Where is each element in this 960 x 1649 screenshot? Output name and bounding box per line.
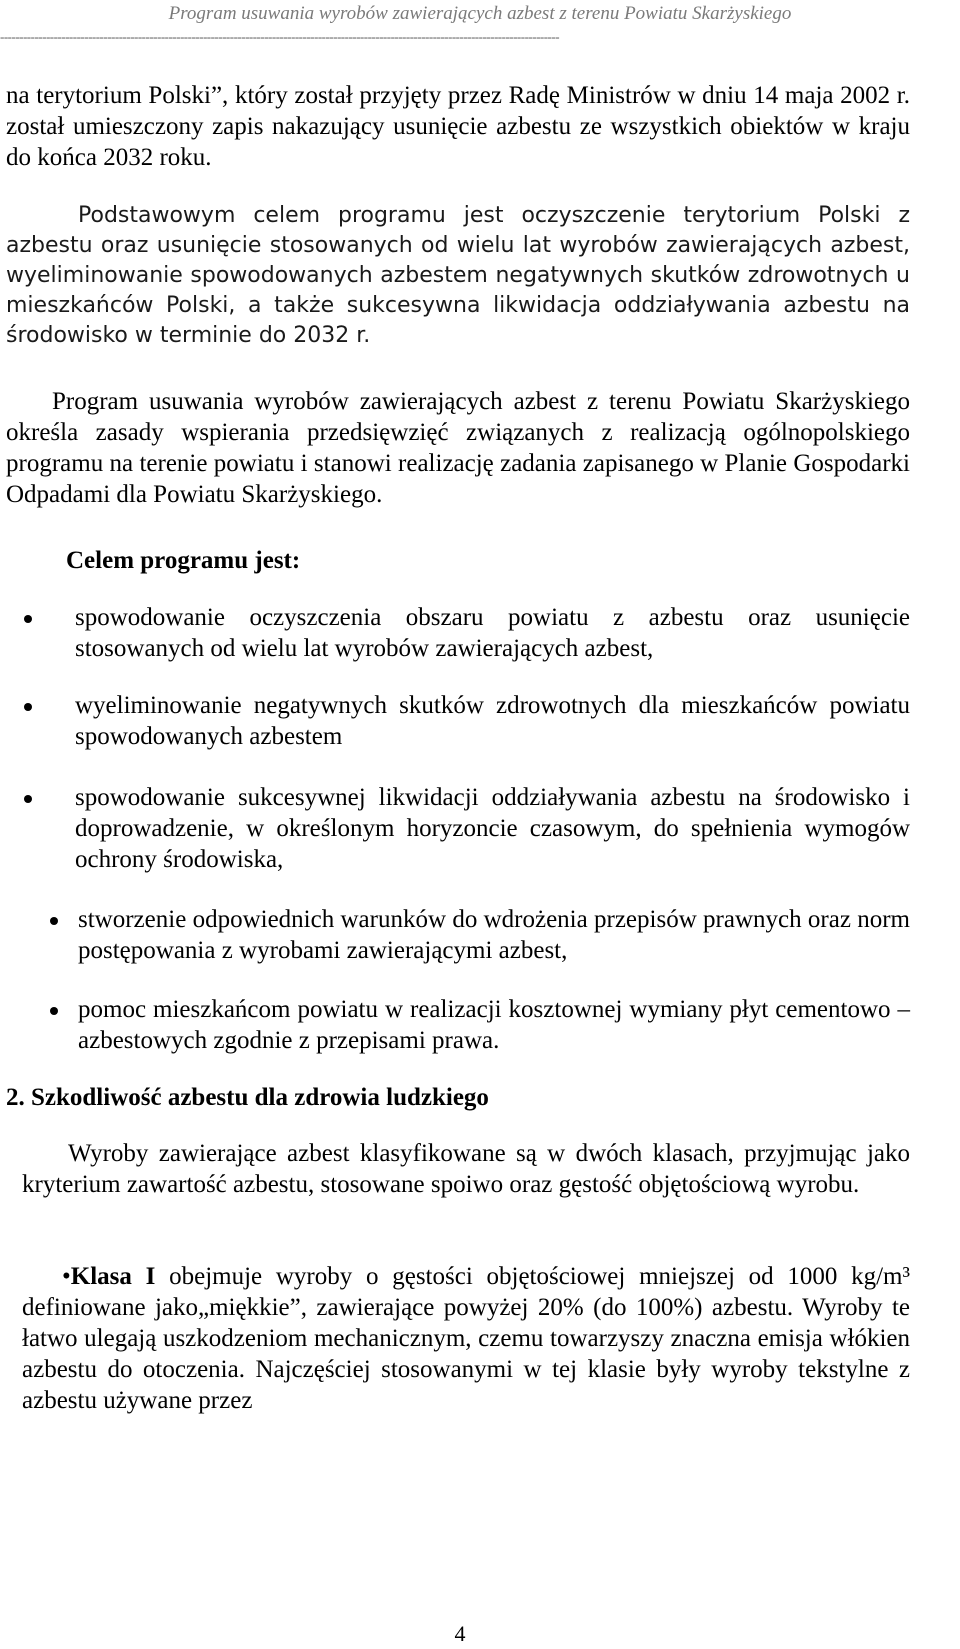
goal-item: wyeliminowanie negatywnych skutków zdrowotnych dla mieszkańców powiatu spowodowanych azbestem: [24, 690, 910, 752]
goal-item: spowodowanie sukcesywnej likwidacji oddziaływania azbestu na środowisko i doprowadzenie, w określonym horyzoncie czasowym, do spełnienia wymogów ochrony środowiska,: [24, 782, 910, 875]
goal-item: stworzenie odpowiednich warunków do wdrożenia przepisów prawnych oraz norm postępowania z wyrobami zawierającymi azbest,: [50, 904, 910, 966]
bullet-icon: [24, 690, 38, 704]
section-heading: 2. Szkodliwość azbestu dla zdrowia ludzkiego: [6, 1084, 489, 1111]
paragraph-class-1: [22, 1261, 910, 1416]
bullet-icon: [24, 782, 38, 796]
bullet-icon: [50, 904, 64, 918]
paragraph-program-goal: Podstawowym celem programu jest oczyszczenie terytorium Polski z azbestu oraz usunięcie stosowanych od wielu lat wyrobów zawierających azbest, wyeliminowanie spowodowanych azbestem negatywnych skutków zdrowotnych u mieszkańców Polski, a także sukcesywna likwidacja oddziaływania azbestu na środowisko w terminie do 2032 r.: [6, 203, 910, 348]
class-1-label: Klasa I: [70, 1263, 156, 1290]
class-bullet: •: [62, 1263, 71, 1290]
goal-item: spowodowanie oczyszczenia obszaru powiatu z azbestu oraz usunięcie stosowanych od wielu lat wyrobów zawierających azbest,: [24, 602, 910, 664]
class-1-description: obejmuje wyroby o gęstości objętościowej mniejszej od 1000 kg/m³ definiowane jako„miękkie”, zawierające powyżej 20% (do 100%) azbestu. Wyroby te łatwo ulegają uszkodzeniom mechanicznym, czemu towarzyszy znaczna emisja włókien azbestu do otoczenia. Najczęściej stosowanymi w tej klasie były wyroby tekstylne z azbestu używane przez: [22, 1263, 910, 1414]
running-header: Program usuwania wyrobów zawierających azbest z terenu Powiatu Skarżyskiego: [168, 3, 792, 24]
bullet-icon: [24, 602, 38, 616]
page-number: 4: [454, 1621, 466, 1646]
goal-item: pomoc mieszkańcom powiatu w realizacji kosztownej wymiany płyt cementowo – azbestowych zgodnie z przepisami prawa.: [50, 994, 910, 1056]
header-rule: --------------------------------------------------------------------------------------------------------------------------------------------------: [0, 30, 560, 44]
bullet-icon: [50, 994, 64, 1008]
goals-heading: Celem programu jest:: [66, 547, 301, 574]
paragraph-classification: Wyroby zawierające azbest klasyfikowane są w dwóch klasach, przyjmując jako kryterium zawartość azbestu, stosowane spoiwo oraz gęstość objętościową wyrobu.: [22, 1140, 910, 1198]
paragraph-program-scope: Program usuwania wyrobów zawierających azbest z terenu Powiatu Skarżyskiego określa zasady wspierania przedsięwzięć związanych z realizacją ogólnopolskiego programu na terenie powiatu i stanowi realizację zadania zapisanego w Planie Gospodarki Odpadami dla Powiatu Skarżyskiego.: [6, 388, 910, 508]
paragraph-continued: na terytorium Polski”, który został przyjęty przez Radę Ministrów w dniu 14 maja 2002 r. został umieszczony zapis nakazujący usunięcie azbestu ze wszystkich obiektów w kraju do końca 2032 roku.: [6, 82, 910, 171]
